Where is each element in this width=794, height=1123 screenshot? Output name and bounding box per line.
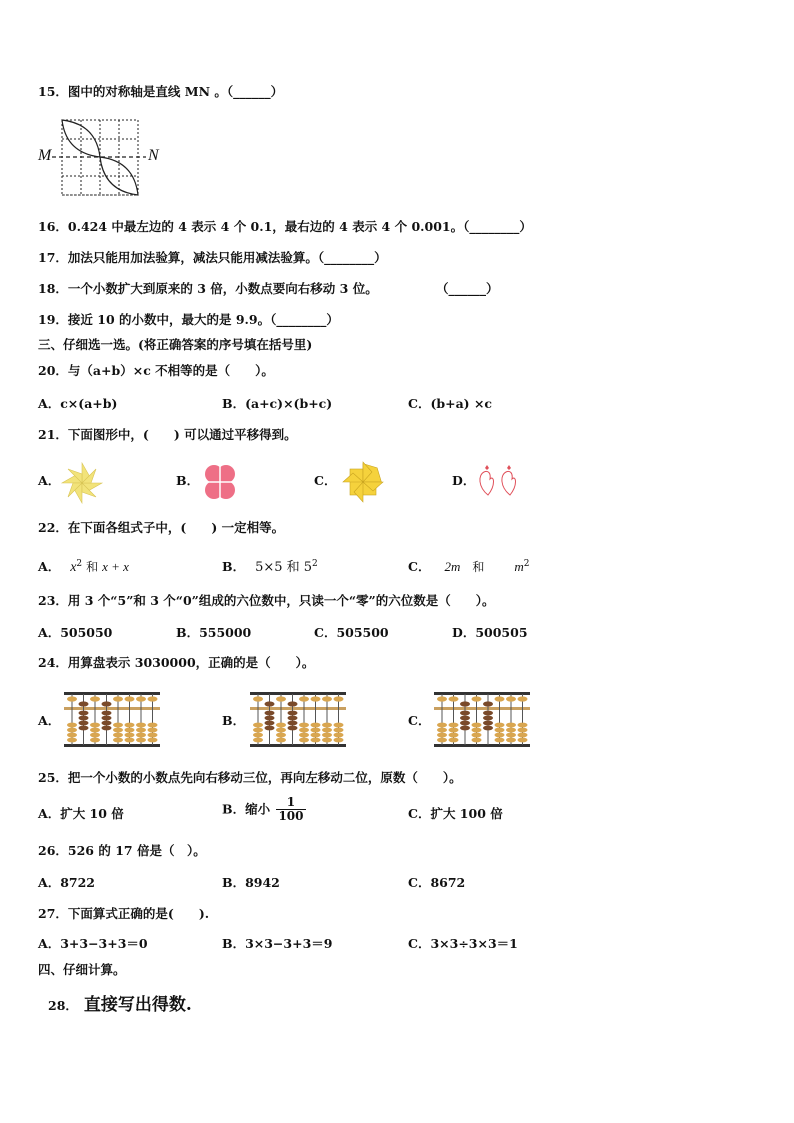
abacus-lower-bead bbox=[148, 738, 158, 743]
abacus-lower-bead bbox=[334, 723, 344, 728]
abacus-lower-bead bbox=[495, 728, 505, 733]
expr-sup: 2 bbox=[312, 559, 318, 569]
q23-option-d: D．500505 bbox=[452, 625, 528, 640]
abacus-upper-bead bbox=[322, 696, 332, 701]
abacus-lower-bead bbox=[506, 733, 516, 738]
q22-option-c bbox=[408, 556, 529, 575]
abacus-frame-bottom bbox=[250, 744, 346, 747]
abacus-lower-bead bbox=[518, 733, 528, 738]
abacus-lower-bead bbox=[90, 738, 100, 743]
abacus-lower-bead bbox=[437, 728, 447, 733]
question-25 bbox=[38, 770, 462, 786]
abacus-upper-bead bbox=[136, 696, 146, 701]
q23-option-a: A．505050 bbox=[38, 625, 113, 640]
q26-option-c: C．8672 bbox=[408, 875, 466, 890]
abacus-lower-bead bbox=[334, 728, 344, 733]
q23-option-b: B．555000 bbox=[176, 625, 252, 640]
question-number: 18． bbox=[38, 281, 68, 296]
abacus-lower-bead bbox=[125, 733, 135, 738]
abacus-a bbox=[64, 691, 160, 749]
abacus-lower-bead bbox=[288, 726, 298, 731]
hearts-figure bbox=[476, 463, 524, 499]
and-text: 和 bbox=[472, 560, 485, 575]
q21-label-b: B． bbox=[176, 473, 200, 488]
abacus-lower-bead bbox=[253, 723, 263, 728]
question-number: 21． bbox=[38, 427, 68, 442]
expr-m: m bbox=[514, 559, 524, 575]
question-text: 接近 10 的小数中，最大的是 9.9。（________） bbox=[67, 312, 339, 327]
abacus-lower-bead bbox=[299, 733, 309, 738]
question-26 bbox=[38, 843, 206, 859]
q21-label-c: C． bbox=[314, 473, 337, 488]
question-number: 19． bbox=[38, 312, 68, 327]
abacus-lower-bead bbox=[90, 728, 100, 733]
label-m: M bbox=[38, 147, 52, 164]
question-22 bbox=[38, 520, 284, 536]
abacus-lower-bead bbox=[253, 738, 263, 743]
question-text: 0.424 中最左边的 4 表示 4 个 0.1，最右边的 4 表示 4 个 0.001。（________） bbox=[67, 219, 532, 234]
abacus-lower-bead bbox=[311, 738, 321, 743]
q25-option-b bbox=[222, 796, 306, 823]
abacus-upper-bead bbox=[90, 696, 100, 701]
question-text: 526 的 17 倍是（ ）。 bbox=[67, 843, 206, 858]
abacus-lower-bead bbox=[495, 723, 505, 728]
abacus-lower-bead bbox=[334, 738, 344, 743]
question-number: 25． bbox=[38, 770, 68, 785]
question-text: 在下面各组式子中，( ) 一定相等。 bbox=[67, 520, 285, 535]
abacus-lower-bead bbox=[483, 711, 493, 716]
abacus-lower-bead bbox=[90, 733, 100, 738]
q21-label-d: D． bbox=[452, 473, 476, 488]
abacus-lower-bead bbox=[449, 728, 459, 733]
abacus-lower-bead bbox=[483, 716, 493, 721]
abacus-b bbox=[250, 691, 346, 749]
abacus-lower-bead bbox=[311, 733, 321, 738]
abacus-frame-bottom bbox=[64, 744, 160, 747]
abacus-lower-bead bbox=[449, 723, 459, 728]
abacus-lower-bead bbox=[253, 728, 263, 733]
abacus-lower-bead bbox=[288, 711, 298, 716]
abacus-lower-bead bbox=[495, 733, 505, 738]
question-number: 15． bbox=[38, 84, 68, 99]
abacus-lower-bead bbox=[483, 726, 493, 731]
clover-figure bbox=[198, 460, 242, 504]
star-pinwheel-figure bbox=[341, 460, 385, 504]
question-16 bbox=[38, 219, 532, 235]
abacus-lower-bead bbox=[113, 723, 123, 728]
question-text: 直接写出得数. bbox=[83, 995, 192, 1015]
option-label: A． bbox=[38, 559, 61, 575]
abacus-lower-bead bbox=[437, 733, 447, 738]
abacus-lower-bead bbox=[495, 738, 505, 743]
abacus-beam bbox=[64, 707, 160, 710]
expr-5x5: 5×5 和 5 bbox=[255, 560, 313, 576]
abacus-lower-bead bbox=[322, 738, 332, 743]
abacus-upper-bead bbox=[472, 696, 482, 701]
abacus-lower-bead bbox=[102, 711, 112, 716]
question-text: 一个小数扩大到原来的 3 倍，小数点要向右移动 3 位。 bbox=[67, 281, 378, 296]
q20-option-b: B．(a+c)×(b+c) bbox=[222, 396, 333, 411]
question-number: 22． bbox=[38, 520, 68, 535]
abacus-lower-bead bbox=[460, 721, 470, 726]
question-number: 24． bbox=[38, 655, 68, 670]
abacus-lower-bead bbox=[506, 723, 516, 728]
q20-option-a: A．c×(a+b) bbox=[38, 396, 118, 411]
leaf-grid-diagram bbox=[36, 117, 166, 199]
section-3-title: 三、仔细选一选。(将正确答案的序号填在括号里) bbox=[38, 337, 313, 352]
option-label: C． bbox=[408, 559, 431, 575]
abacus-lower-bead bbox=[449, 738, 459, 743]
abacus-upper-bead bbox=[334, 696, 344, 701]
abacus-lower-bead bbox=[288, 721, 298, 726]
q27-option-b: B．3×3−3+3＝9 bbox=[222, 936, 333, 951]
pinwheel-figure bbox=[60, 461, 104, 505]
abacus-lower-bead bbox=[437, 723, 447, 728]
abacus-lower-bead bbox=[125, 728, 135, 733]
abacus-beam bbox=[434, 707, 530, 710]
q24-label-b: B． bbox=[222, 713, 246, 728]
expr-x-plus-x: x + x bbox=[102, 559, 129, 575]
question-text: 图中的对称轴是直线 MN 。（______） bbox=[67, 84, 284, 99]
abacus-lower-bead bbox=[79, 716, 89, 721]
q22-option-a bbox=[38, 556, 129, 576]
abacus-upper-bead bbox=[495, 696, 505, 701]
label-n: N bbox=[148, 147, 159, 164]
abacus-lower-bead bbox=[472, 723, 482, 728]
abacus-lower-bead bbox=[472, 733, 482, 738]
abacus-lower-bead bbox=[506, 728, 516, 733]
question-text: 下面算式正确的是( ). bbox=[67, 906, 210, 921]
abacus-lower-bead bbox=[472, 738, 482, 743]
abacus-lower-bead bbox=[311, 728, 321, 733]
question-20 bbox=[38, 363, 274, 379]
and-text: 和 bbox=[86, 560, 99, 575]
question-number: 16． bbox=[38, 219, 68, 234]
abacus-lower-bead bbox=[102, 721, 112, 726]
abacus-lower-bead bbox=[136, 738, 146, 743]
abacus-upper-bead bbox=[253, 696, 263, 701]
fraction-numerator: 1 bbox=[276, 796, 305, 810]
question-number: 28． bbox=[48, 998, 78, 1013]
q18-answer-blank: （______） bbox=[436, 281, 499, 296]
abacus-lower-bead bbox=[449, 733, 459, 738]
question-text: 与（a+b）×c 不相等的是（ ）。 bbox=[67, 363, 274, 378]
fraction bbox=[276, 796, 305, 823]
abacus-lower-bead bbox=[136, 728, 146, 733]
abacus-lower-bead bbox=[136, 723, 146, 728]
abacus-upper-bead bbox=[460, 701, 470, 706]
abacus-lower-bead bbox=[460, 711, 470, 716]
abacus-lower-bead bbox=[148, 728, 158, 733]
abacus-upper-bead bbox=[299, 696, 309, 701]
question-text: 下面图形中，( ) 可以通过平移得到。 bbox=[67, 427, 297, 442]
abacus-lower-bead bbox=[288, 716, 298, 721]
abacus-lower-bead bbox=[102, 726, 112, 731]
abacus-frame-bottom bbox=[434, 744, 530, 747]
abacus-upper-bead bbox=[79, 701, 89, 706]
q25-option-c: C．扩大 100 倍 bbox=[408, 806, 503, 821]
abacus-lower-bead bbox=[311, 723, 321, 728]
abacus-lower-bead bbox=[79, 726, 89, 731]
question-text: 把一个小数的小数点先向右移动三位，再向左移动二位，原数（ ）。 bbox=[67, 770, 462, 785]
abacus-lower-bead bbox=[125, 723, 135, 728]
q23-option-c: C．505500 bbox=[314, 625, 389, 640]
abacus-lower-bead bbox=[460, 726, 470, 731]
question-18 bbox=[38, 281, 378, 297]
abacus-lower-bead bbox=[67, 728, 77, 733]
abacus-lower-bead bbox=[67, 723, 77, 728]
question-number: 20． bbox=[38, 363, 68, 378]
question-number: 17． bbox=[38, 250, 68, 265]
abacus-lower-bead bbox=[67, 738, 77, 743]
abacus-lower-bead bbox=[518, 723, 528, 728]
abacus-lower-bead bbox=[276, 738, 286, 743]
section-4-title: 四、仔细计算。 bbox=[38, 962, 126, 977]
abacus-lower-bead bbox=[276, 728, 286, 733]
abacus-c bbox=[434, 691, 530, 749]
abacus-upper-bead bbox=[102, 701, 112, 706]
abacus-lower-bead bbox=[518, 738, 528, 743]
abacus-lower-bead bbox=[113, 738, 123, 743]
question-text: 用 3 个“5”和 3 个“0”组成的六位数中，只读一个“零”的六位数是（ ）。 bbox=[67, 593, 495, 608]
abacus-lower-bead bbox=[125, 738, 135, 743]
question-number: 23． bbox=[38, 593, 68, 608]
q22-option-b bbox=[222, 556, 318, 576]
abacus-upper-bead bbox=[288, 701, 298, 706]
q21-label-a: A． bbox=[38, 473, 61, 488]
question-text: 加法只能用加法验算，减法只能用减法验算。（________） bbox=[67, 250, 387, 265]
abacus-upper-bead bbox=[67, 696, 77, 701]
question-24 bbox=[38, 655, 314, 671]
abacus-frame-top bbox=[434, 692, 530, 695]
abacus-lower-bead bbox=[265, 711, 275, 716]
abacus-frame-top bbox=[64, 692, 160, 695]
abacus-lower-bead bbox=[322, 733, 332, 738]
abacus-lower-bead bbox=[483, 721, 493, 726]
abacus-lower-bead bbox=[299, 738, 309, 743]
abacus-upper-bead bbox=[518, 696, 528, 701]
q20-option-c: C．(b+a) ×c bbox=[408, 396, 493, 411]
abacus-lower-bead bbox=[506, 738, 516, 743]
abacus-lower-bead bbox=[322, 728, 332, 733]
abacus-upper-bead bbox=[265, 701, 275, 706]
question-17 bbox=[38, 250, 387, 266]
q25-option-a: A．扩大 10 倍 bbox=[38, 806, 124, 821]
question-15 bbox=[38, 84, 283, 100]
abacus-lower-bead bbox=[79, 711, 89, 716]
abacus-lower-bead bbox=[276, 723, 286, 728]
abacus-lower-bead bbox=[460, 716, 470, 721]
fraction-denominator: 100 bbox=[278, 809, 304, 823]
abacus-lower-bead bbox=[299, 728, 309, 733]
abacus-lower-bead bbox=[113, 733, 123, 738]
abacus-upper-bead bbox=[276, 696, 286, 701]
abacus-lower-bead bbox=[102, 716, 112, 721]
abacus-lower-bead bbox=[265, 716, 275, 721]
abacus-lower-bead bbox=[148, 733, 158, 738]
expr-sup: 2 bbox=[523, 559, 530, 569]
abacus-lower-bead bbox=[265, 726, 275, 731]
option-text: B．缩小 bbox=[222, 801, 271, 817]
abacus-lower-bead bbox=[322, 723, 332, 728]
q27-option-c: C．3×3÷3×3＝1 bbox=[408, 936, 518, 951]
abacus-upper-bead bbox=[506, 696, 516, 701]
question-28 bbox=[48, 990, 192, 1015]
expr-2m: 2m bbox=[444, 559, 461, 575]
abacus-lower-bead bbox=[67, 733, 77, 738]
abacus-lower-bead bbox=[334, 733, 344, 738]
q24-label-c: C． bbox=[408, 713, 431, 728]
abacus-lower-bead bbox=[518, 728, 528, 733]
abacus-beam bbox=[250, 707, 346, 710]
abacus-lower-bead bbox=[253, 733, 263, 738]
abacus-upper-bead bbox=[449, 696, 459, 701]
question-23 bbox=[38, 593, 495, 609]
q24-label-a: A． bbox=[38, 713, 61, 728]
q26-option-a: A．8722 bbox=[38, 875, 95, 890]
question-19 bbox=[38, 312, 339, 328]
option-label: B． bbox=[222, 559, 246, 575]
symmetry-figure bbox=[36, 117, 166, 199]
abacus-upper-bead bbox=[125, 696, 135, 701]
abacus-lower-bead bbox=[265, 721, 275, 726]
abacus-lower-bead bbox=[472, 728, 482, 733]
question-21 bbox=[38, 427, 297, 443]
abacus-lower-bead bbox=[90, 723, 100, 728]
question-text: 用算盘表示 3030000，正确的是（ ）。 bbox=[67, 655, 315, 670]
abacus-lower-bead bbox=[136, 733, 146, 738]
question-27 bbox=[38, 906, 209, 922]
abacus-lower-bead bbox=[437, 738, 447, 743]
abacus-upper-bead bbox=[483, 701, 493, 706]
question-number: 26． bbox=[38, 843, 68, 858]
abacus-upper-bead bbox=[113, 696, 123, 701]
abacus-upper-bead bbox=[148, 696, 158, 701]
abacus-lower-bead bbox=[79, 721, 89, 726]
expr-sup: 2 bbox=[76, 559, 83, 569]
abacus-lower-bead bbox=[299, 723, 309, 728]
abacus-lower-bead bbox=[276, 733, 286, 738]
abacus-frame-top bbox=[250, 692, 346, 695]
question-number: 27． bbox=[38, 906, 68, 921]
abacus-lower-bead bbox=[148, 723, 158, 728]
abacus-upper-bead bbox=[311, 696, 321, 701]
q26-option-b: B．8942 bbox=[222, 875, 280, 890]
expr-x: x bbox=[70, 560, 77, 576]
q27-option-a: A．3+3−3+3＝0 bbox=[38, 936, 148, 951]
abacus-upper-bead bbox=[437, 696, 447, 701]
abacus-lower-bead bbox=[113, 728, 123, 733]
